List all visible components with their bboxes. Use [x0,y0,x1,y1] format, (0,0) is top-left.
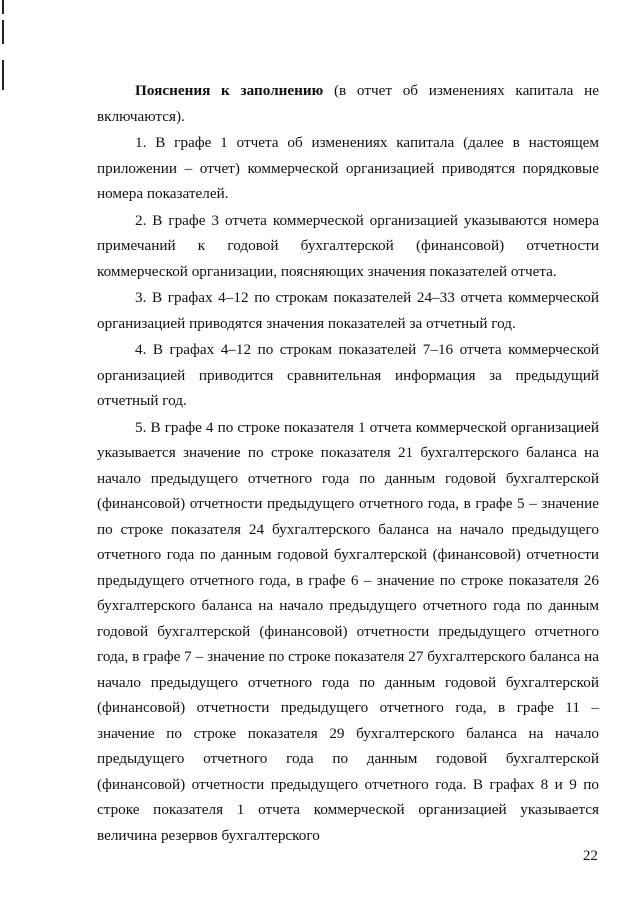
paragraph-4: 4. В графах 4–12 по строкам показателей 7–16 отчета коммерческой организацией приводится сравнительная информация за предыдущий отчетный год. [97,341,599,409]
heading-paragraph [97,78,599,129]
paragraph-2: 2. В графе 3 отчета коммерческой организацией указываются номера примечаний к годовой бухгалтерской (финансовой) отчетности коммерческой организации, поясняющих значения показателей отчета. [97,211,599,280]
margin-mark [2,0,4,14]
paragraph-3: 3. В графах 4–12 по строкам показателей 24–33 отчета коммерческой организацией приводятся значения показателей за отчетный год. [97,289,599,332]
margin-mark [2,60,4,90]
page-number: 22 [582,847,598,864]
paragraph-1: 1. В графе 1 отчета об изменениях капитала (далее в настоящем приложении – отчет) коммерческой организацией приводятся порядковые номера показателей. [97,134,599,202]
margin-mark [2,20,4,44]
document-body [97,78,599,849]
paragraph-5: 5. В графе 4 по строке показателя 1 отчета коммерческой организацией указывается значение по строке показателя 21 бухгалтерского баланса на начало предыдущего отчетного года по данным годовой бухгалтерской (финансовой) отчетности предыдущего отчетного года, в графе 5 – значение по строке показателя 24 бухгалтерского баланса на начало предыдущего отчетного года по данным годовой бухгалтерской (финансовой) отчетности предыдущего отчетного года, в графе 6 – значение по строке показателя 26 бухгалтерского баланса на начало предыдущего отчетного года по данным годовой бухгалтерской (финансовой) отчетности предыдущего отчетного года, в графе 7 – значение по строке показателя 27 бухгалтерского баланса на начало предыдущего отчетного года по данным годовой бухгалтерской (финансовой) отчетности предыдущего отчетного года, в графе 11 – значение по строке показателя 29 бухгалтерского баланса на начало предыдущего отчетного года по данным годовой бухгалтерской (финансовой) отчетности предыдущего отчетного года. В графах 8 и 9 по строке показателя 1 отчета коммерческой организацией указывается величина резервов бухгалтерского [97,418,599,844]
heading-rest-text: (в отчет об изменениях капитала не включаются). [97,82,599,125]
heading-bold-text: Пояснения к заполнению [135,82,324,99]
